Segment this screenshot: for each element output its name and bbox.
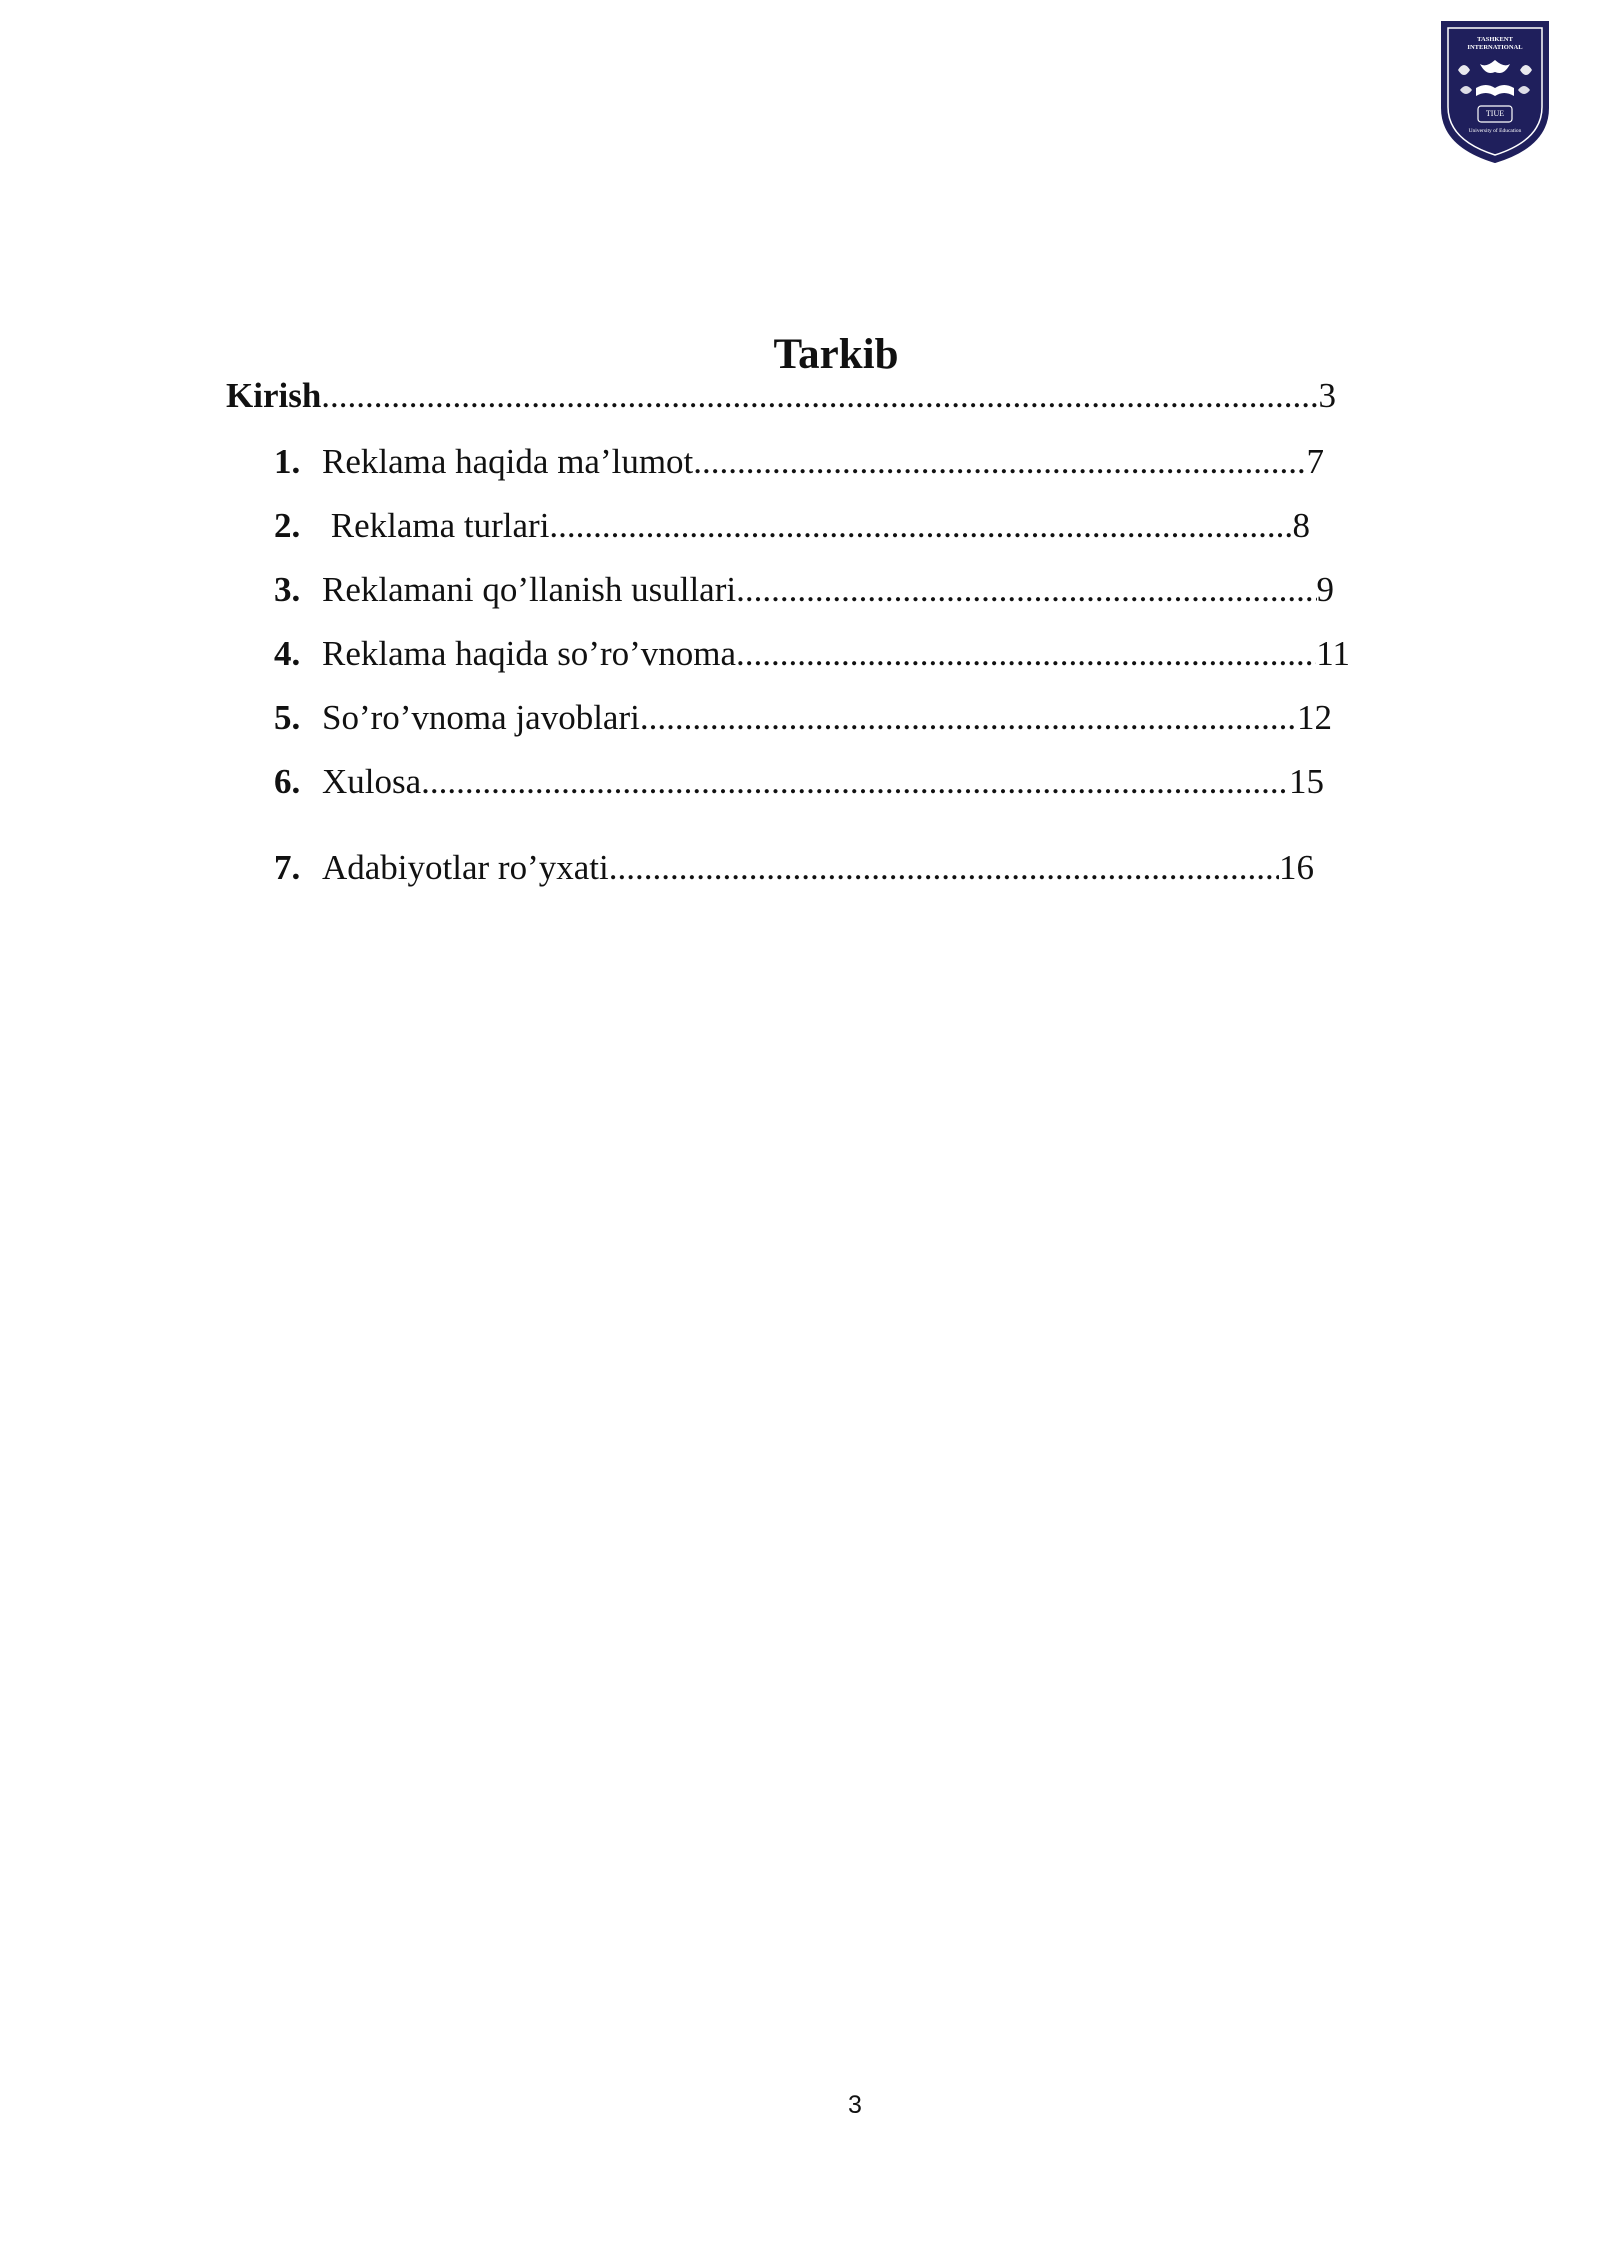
toc-item-row[interactable] bbox=[274, 442, 1324, 482]
toc-item-page: 12 bbox=[1297, 698, 1332, 737]
toc-item-label: So’ro’vnoma javoblari bbox=[322, 698, 640, 737]
toc-item-number: 7. bbox=[274, 848, 301, 887]
toc-item-row[interactable] bbox=[274, 506, 1310, 546]
toc-item-number: 5. bbox=[274, 698, 301, 737]
toc-item-row[interactable] bbox=[274, 698, 1332, 738]
toc-dot-leader bbox=[640, 698, 1297, 738]
toc-item-label: Reklama turlari bbox=[322, 506, 550, 545]
toc-dot-leader bbox=[609, 848, 1279, 888]
page-number: 3 bbox=[848, 2091, 862, 2119]
toc-item-label: Adabiyotlar ro’yxati bbox=[322, 848, 609, 887]
toc-title: Tarkib bbox=[773, 331, 899, 378]
toc-dot-leader bbox=[421, 762, 1289, 802]
toc-intro-label: Kirish bbox=[226, 376, 322, 415]
logo-top-text: TASHKENT INTERNATIONAL bbox=[1467, 36, 1523, 51]
toc-item-row[interactable] bbox=[274, 762, 1324, 802]
toc-item-page: 15 bbox=[1289, 762, 1324, 801]
toc-dot-leader bbox=[693, 442, 1306, 482]
logo-abbr-text: TIUE bbox=[1485, 109, 1505, 118]
toc-item-row[interactable] bbox=[274, 634, 1350, 674]
toc-item-page: 7 bbox=[1306, 442, 1324, 481]
toc-item-number: 6. bbox=[274, 762, 301, 801]
university-logo bbox=[1436, 16, 1554, 166]
toc-dot-leader bbox=[549, 506, 1292, 546]
toc-item-number: 3. bbox=[274, 570, 301, 609]
toc-item-page: 8 bbox=[1292, 506, 1310, 545]
toc-item-label: Reklamani qo’llanish usullari bbox=[322, 570, 737, 609]
toc-dot-leader bbox=[736, 570, 1316, 610]
toc-item-label: Xulosa bbox=[322, 762, 422, 801]
toc-item-row[interactable] bbox=[274, 848, 1314, 888]
toc-dot-leader bbox=[321, 376, 1318, 416]
toc-item-number: 4. bbox=[274, 634, 301, 673]
toc-item-page: 16 bbox=[1279, 848, 1314, 887]
toc-dot-leader bbox=[736, 634, 1316, 674]
toc-item-row[interactable] bbox=[274, 570, 1334, 610]
toc-item-label: Reklama haqida ma’lumot bbox=[322, 442, 694, 481]
toc-item-page: 11 bbox=[1316, 634, 1350, 673]
toc-intro-row[interactable] bbox=[226, 376, 1336, 416]
toc-item-number: 1. bbox=[274, 442, 301, 481]
logo-bottom-text: University of Education bbox=[1468, 128, 1522, 134]
toc-item-number: 2. bbox=[274, 506, 301, 545]
toc-item-page: 9 bbox=[1316, 570, 1334, 609]
toc-intro-page: 3 bbox=[1318, 376, 1336, 415]
toc-item-label: Reklama haqida so’ro’vnoma bbox=[322, 634, 737, 673]
